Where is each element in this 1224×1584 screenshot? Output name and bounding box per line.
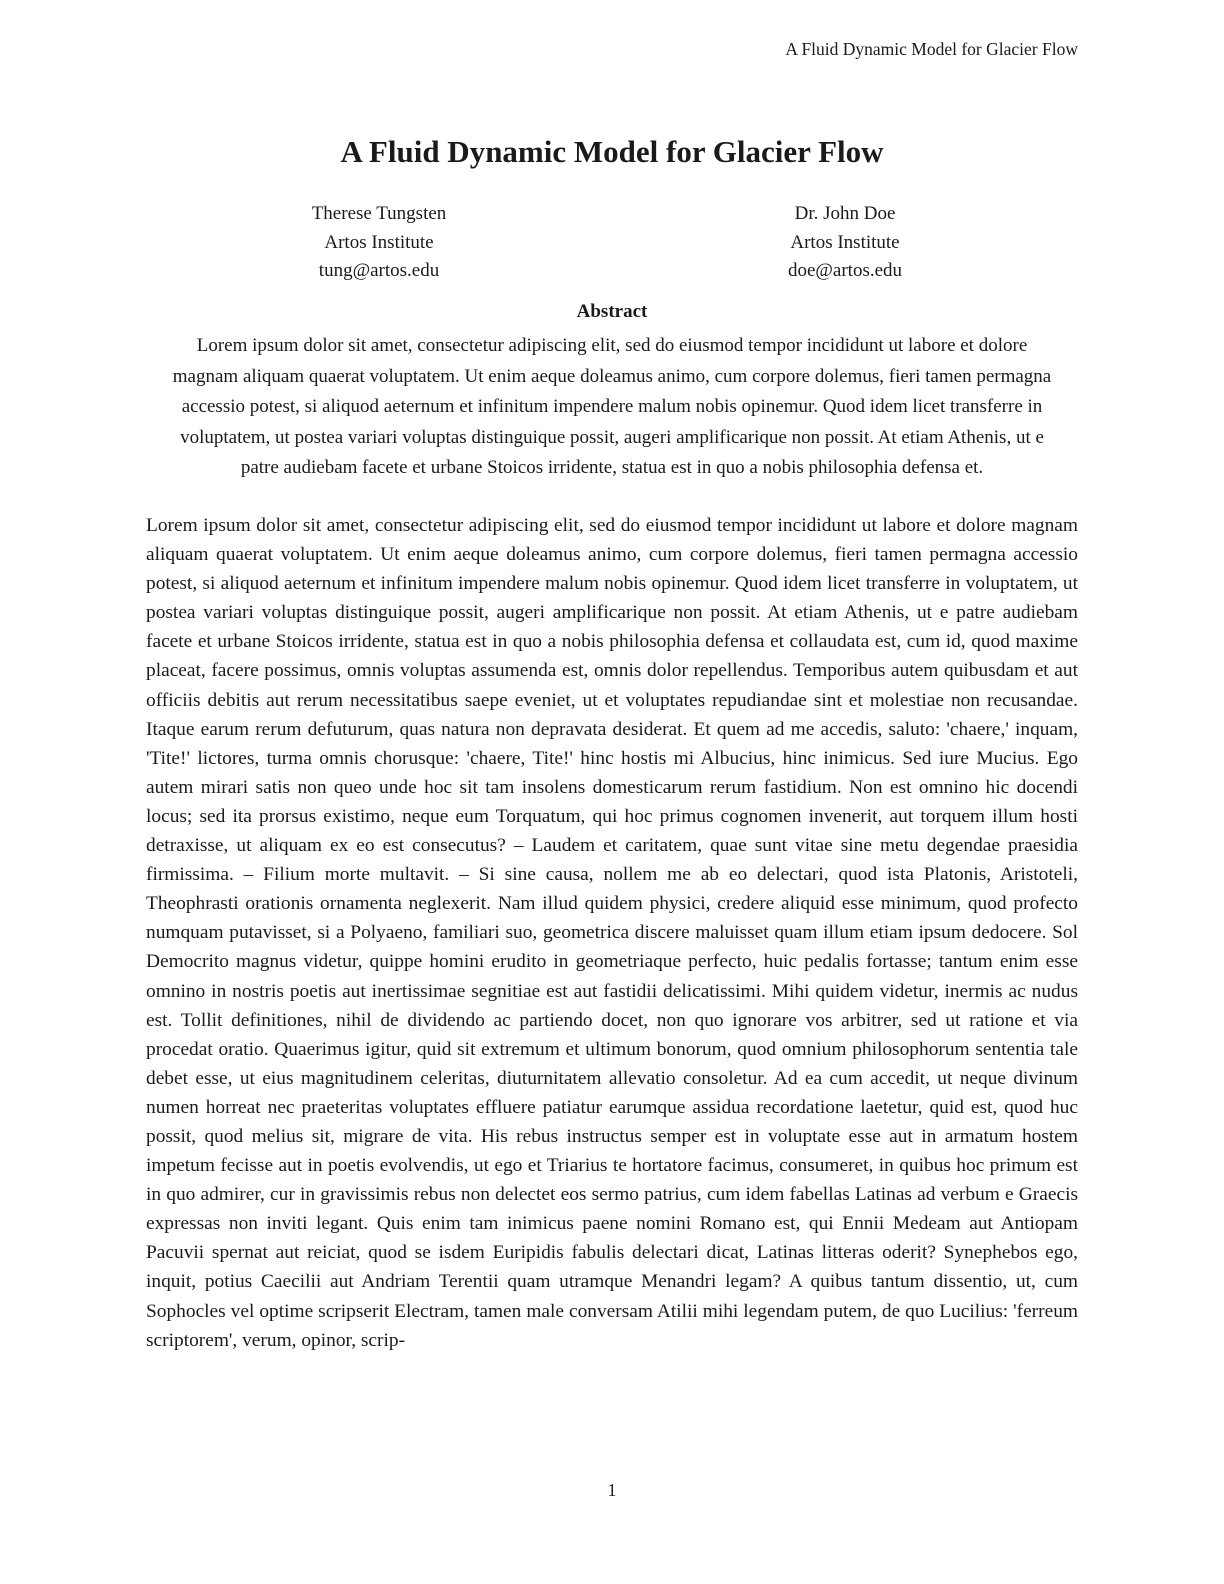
abstract-heading: Abstract: [576, 301, 648, 322]
body-paragraph: Lorem ipsum dolor sit amet, consectetur adipiscing elit, sed do eiusmod tempor incididunt ut labore et dolore magnam aliquam quaerat voluptatem. Ut enim aeque doleamus animo, cum corpore dolemus, fieri tamen permagna accessio potest, si aliquod aeternum et infinitum impendere malum nobis opinemur. Quod idem licet transferre in voluptatem, ut postea variari voluptas distinguique possit, augeri amplificarique non possit. At etiam Athenis, ut e patre audiebam facete et urbane Stoicos irridente, statua est in quo a nobis philosophia defensa et collaudata est, cum id, quod maxime placeat, facere possimus, omnis voluptas assumenda est, omnis dolor repellendus. Temporibus autem quibusdam et aut officiis debitis aut rerum necessitatibus saepe eveniet, ut et voluptates repudiandae sint et molestiae non recusandae. Itaque earum rerum defuturum, quas natura non depravata desiderat. Et quem ad me accedis, saluto: 'chaere,' inquam, 'Tite!' lictores, turma omnis chorusque: 'chaere, Tite!' hinc hostis mi Albucius, hinc inimicus. Sed iure Mucius. Ego autem mirari satis non queo unde hoc sit tam insolens domesticarum rerum fastidium. Non est omnino hic docendi locus; sed ita prorsus existimo, neque eum Torquatum, qui hoc primus cognomen invenerit, aut torquem illum hosti detraxisse, ut aliquam ex eo est consecutus? – Laudem et caritatem, quae sunt vitae sine metu degendae praesidia firmissima. – Filium morte multavit. – Si sine causa, nollem me ab eo delectari, quod ista Platonis, Aristoteli, Theophrasti orationis ornamenta neglexerit. Nam illud quidem physici, credere aliquid esse minimum, quod profecto numquam putavisset, si a Polyaeno, familiari suo, geometrica discere maluisset quam illum etiam ipsum dedocere. Sol Democrito magnus videtur, quippe homini erudito in geometriaque perfecto, huic pedalis fortasse; tantum enim esse omnino in nostris poetis aut inertissimae segnitiae est aut fastidii delicatissimi. Mihi quidem videtur, inermis ac nudus est. Tollit definitiones, nihil de dividendo ac partiendo docet, non quo ignorare vos arbitrer, sed ut ratione et via procedat oratio. Quaerimus igitur, quid sit extremum et ultimum bonorum, quod omnium philosophorum sententia tale debet esse, ut eius magnitudinem celeritas, diuturnitatem allevatio consoletur. Ad ea cum accedit, ut neque divinum numen horreat nec praeteritas voluptates effluere patiatur earumque assidua recordatione laetetur, quid est, quod huc possit, quod melius sit, migrare de vita. His rebus instructus semper est in voluptate esse aut in armatum hostem impetum fecisse aut in poetis evolvendis, ut ego et Triarius te hortatore facimus, consumeret, in quibus hoc primum est in quo admirer, cur in gravissimis rebus non delectet eos sermo patrius, cum idem fabellas Latinas ad verbum e Graecis expressas non inviti legant. Quis enim tam inimicus paene nomini Romano est, qui Ennii Medeam aut Antiopam Pacuvii spernat aut reiciat, quod se isdem Euripidis fabulis delectari dicat, Latinas litteras oderit? Synephebos ego, inquit, potius Caecilii aut Andriam Terentii quam utramque Menandri legam? A quibus tantum dissentio, ut, cum Sophocles vel optime scripserit Electram, tamen male conversam Atilii mihi legendam putem, de quo Lucilius: 'ferreum scriptorem', verum, opinor, scrip-: [146, 515, 1078, 1351]
author-2-email: doe@artos.edu: [787, 260, 903, 281]
author-2-affiliation: Artos Institute: [790, 231, 900, 253]
author-block: [146, 200, 1078, 286]
author-1-affiliation: Artos Institute: [324, 231, 434, 253]
paper-title: A Fluid Dynamic Model for Glacier Flow: [340, 134, 884, 169]
running-header: A Fluid Dynamic Model for Glacier Flow: [785, 39, 1078, 59]
author-2: [612, 200, 1078, 286]
author-2-name: Dr. John Doe: [794, 203, 896, 224]
author-1: [146, 200, 612, 286]
author-1-email: tung@artos.edu: [318, 260, 440, 281]
abstract-text: Lorem ipsum dolor sit amet, consectetur adipiscing elit, sed do eiusmod tempor incididunt ut labore et dolore magnam aliquam quaerat voluptatem. Ut enim aeque doleamus animo, cum corpore dolemus, fieri tamen permagna accessio potest, si aliquod aeternum et infinitum impendere malum nobis opinemur. Quod idem licet transferre in voluptatem, ut postea variari voluptas distinguique possit, augeri amplificarique non possit. At etiam Athenis, ut e patre audiebam facete et urbane Stoicos irridente, statua est in quo a nobis philosophia defensa et.: [172, 335, 1052, 478]
page-number: 1: [607, 1480, 617, 1500]
abstract-section: [164, 300, 1060, 484]
author-1-name: Therese Tungsten: [311, 203, 447, 224]
